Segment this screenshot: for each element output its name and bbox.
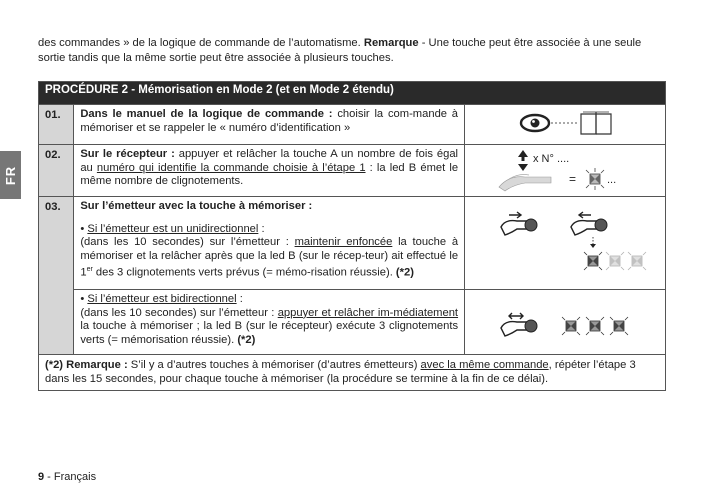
- note-t2: , répéter l’étape 3 dans les 15 secondes, pour chaque touche à mémoriser (la procédure se termine à la fin de ce délai).: [45, 359, 636, 385]
- note-cell: [39, 355, 666, 391]
- note-row: [39, 355, 666, 391]
- procedure-header-row: [39, 82, 666, 105]
- eye-icon: [521, 115, 549, 131]
- step-2-equals: =: [569, 172, 577, 186]
- step-3-uni-title: Si l’émetteur est un unidirectionnel: [87, 222, 259, 235]
- step-3-bi-text: [74, 290, 465, 355]
- step-2-dots: ...: [607, 174, 617, 186]
- step-2-bold: Sur le récepteur :: [80, 148, 175, 160]
- procedure-table: [38, 81, 666, 391]
- footer-language: - Français: [44, 471, 97, 483]
- step-2-number: 02.: [39, 145, 74, 197]
- led-icon: [584, 252, 602, 270]
- step-3-bi-figure: [465, 290, 666, 355]
- step-3-uni-t1: (dans les 10 secondes) sur l’émetteur :: [80, 236, 295, 249]
- step-3-bi-bullet: •: [80, 293, 85, 305]
- step-3-uni-ref: (*2): [395, 267, 414, 280]
- step-3-uni-t3: des 3 clignotements verts prévus (= mémo-risation réussie).: [92, 267, 396, 280]
- remote-press-icon: [501, 212, 537, 235]
- note-t1: S’il y a d’autres touches à mémoriser (d’autres émetteurs): [127, 359, 421, 371]
- led-icon: [610, 317, 628, 335]
- step-3-bi-colon: :: [236, 293, 243, 305]
- language-side-tab: [0, 151, 21, 199]
- step-2-times-label: x N° ....: [533, 153, 570, 165]
- led-icon: [562, 317, 580, 335]
- led-icon: [586, 317, 604, 335]
- step-2-text: [74, 145, 465, 197]
- step-2-row: [39, 145, 666, 197]
- led-blink-icon: [586, 168, 604, 190]
- step-2-underline: numéro qui identifie la commande choisie à l’étape 1: [96, 161, 366, 174]
- step-1-bold: Dans le manuel de la logique de commande :: [80, 108, 333, 120]
- step-1-figure: [465, 105, 666, 145]
- step-3-uni-text: [74, 197, 465, 290]
- remote-release-icon: [571, 212, 607, 235]
- step-3-bi-u1: appuyer et relâcher im-médiatement: [277, 306, 459, 319]
- step-3-uni-t2: la touche à mémoriser et la relâcher après que la led B (sur le récep-teur) ait effectué le 1: [80, 236, 459, 280]
- step-2-body-1: appuyer et relâcher la touche A un nombre de fois égal au: [80, 148, 459, 174]
- step-3-bi-t1: (dans les 10 secondes) sur l’émetteur :: [80, 306, 278, 319]
- page-number: 9: [38, 471, 45, 483]
- book-icon: [581, 112, 611, 134]
- led-icon: [606, 252, 624, 270]
- step-1-text: [74, 105, 465, 145]
- step-3-row: [39, 197, 666, 290]
- note-u1: avec la même commande: [420, 359, 549, 371]
- step-3-uni-u1: maintenir enfoncée: [294, 236, 393, 249]
- remote-press-icon: [501, 313, 537, 336]
- language-tab-label: FR: [3, 165, 18, 185]
- intro-remarque-label: Remarque: [363, 37, 419, 49]
- note-label: (*2) Remarque :: [45, 359, 128, 371]
- step-3-number: 03.: [39, 197, 74, 355]
- intro-paragraph: [38, 36, 666, 66]
- step-3-uni-sup: er: [86, 266, 93, 274]
- step-1-body: choisir la com-mande à mémoriser et se rappeler le « numéro d’identification »: [80, 108, 459, 134]
- step-3-bi-ref: (*2): [237, 333, 256, 346]
- step-3-bi-row: [39, 290, 666, 355]
- step-1-row: [39, 105, 666, 145]
- intro-text-2: - Une touche peut être associée à une seule sortie tandis que la même sortie peut être associée à plusieurs touches.: [38, 37, 642, 64]
- led-icon: [628, 252, 646, 270]
- step-3-uni-colon: :: [258, 222, 265, 235]
- page-footer: [38, 471, 96, 483]
- step-2-figure: [465, 145, 666, 197]
- step-3-bi-title: Si l’émetteur est bidirectionnel: [87, 293, 237, 305]
- step-3-bi-t2: la touche à mémoriser ; la led B (sur le récepteur) exécute 3 clignotements verts (= mémorisation réussie).: [80, 320, 459, 346]
- step-3-uni-bullet: •: [80, 222, 85, 235]
- step-2-body-2: : la led B émet le même nombre de clignotements.: [80, 161, 459, 188]
- step-1-number: 01.: [39, 105, 74, 145]
- procedure-header: PROCÉDURE 2 - Mémorisation en Mode 2 (et en Mode 2 étendu): [39, 82, 666, 105]
- step-3-bold: Sur l’émetteur avec la touche à mémoriser :: [80, 200, 313, 212]
- step-3-uni-figure: [465, 197, 666, 290]
- intro-text-1: des commandes » de la logique de commande de l’automatisme.: [38, 37, 364, 49]
